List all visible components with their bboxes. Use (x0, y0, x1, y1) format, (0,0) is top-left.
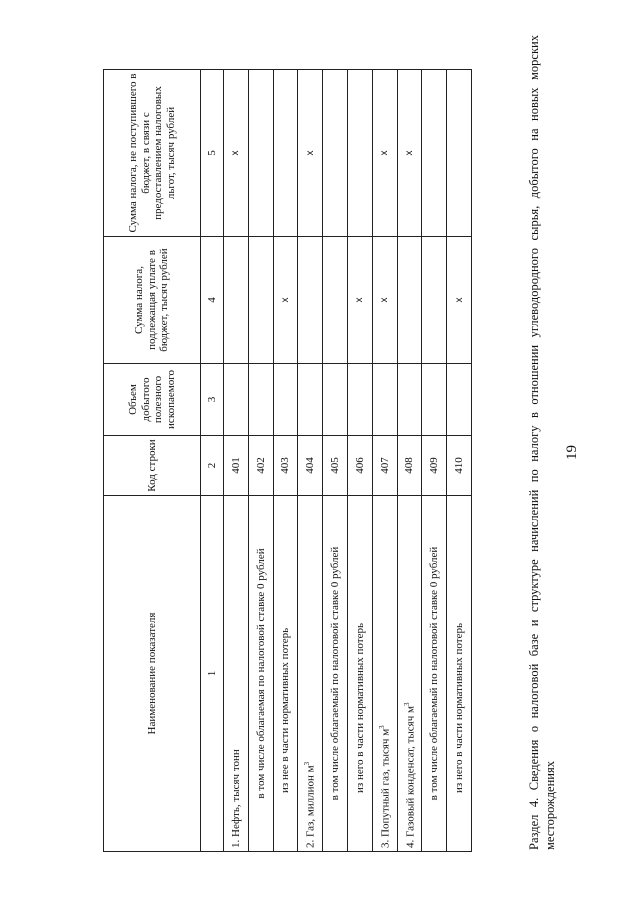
row-code: 404 (298, 436, 323, 496)
header-name: Наименование показателя (104, 496, 201, 852)
row-name: 2. Газ, миллион $м^3$ (298, 496, 323, 852)
row-volume (397, 364, 422, 436)
table-row (298, 70, 323, 852)
row-volume (323, 364, 348, 436)
row-volume (372, 364, 397, 436)
row-volume (248, 364, 273, 436)
row-tax-exempt (323, 70, 348, 237)
table-row (372, 70, 397, 852)
column-number: 1 (201, 496, 224, 852)
row-tax-exempt (347, 70, 372, 237)
row-tax-due: х (347, 237, 372, 364)
table-row (397, 70, 422, 852)
superscript: 3 (377, 725, 386, 729)
superscript: 3 (402, 702, 411, 706)
row-tax-exempt: х (372, 70, 397, 237)
page-number: 19 (564, 445, 580, 460)
row-tax-due (422, 237, 447, 364)
column-number: 2 (201, 436, 224, 496)
row-code: 403 (273, 436, 298, 496)
row-code: 410 (447, 436, 472, 496)
row-name: в том числе облагаемая по налоговой ставке 0 рублей (248, 496, 273, 852)
column-number: 5 (201, 70, 224, 237)
row-code: 407 (372, 436, 397, 496)
row-name: 4. Газовый конденсат, тысяч $м^3$ (397, 496, 422, 852)
section-title: Раздел 4. Сведения о налоговой базе и структуре начислений по налогу в отношении углеводородного сырья, добытого на новых морских месторождениях (527, 35, 557, 850)
table-row (422, 70, 447, 852)
row-tax-due (248, 237, 273, 364)
row-name: 1. Нефть, тысяч тонн (224, 496, 249, 852)
table-row (323, 70, 348, 852)
row-volume (447, 364, 472, 436)
row-tax-exempt (422, 70, 447, 237)
row-tax-exempt: х (298, 70, 323, 237)
header-code: Код строки (104, 436, 201, 496)
row-code: 409 (422, 436, 447, 496)
row-name: из него в части нормативных потерь (447, 496, 472, 852)
row-tax-due (323, 237, 348, 364)
row-name: 3. Попутный газ, тысяч $м^3$ (372, 496, 397, 852)
table-row (347, 70, 372, 852)
row-volume (224, 364, 249, 436)
row-tax-exempt (248, 70, 273, 237)
table-header-row (104, 70, 201, 852)
row-volume (298, 364, 323, 436)
row-volume (347, 364, 372, 436)
row-tax-due (224, 237, 249, 364)
column-number: 4 (201, 237, 224, 364)
row-tax-exempt: х (397, 70, 422, 237)
table-row (273, 70, 298, 852)
row-tax-exempt: х (224, 70, 249, 237)
table-row (447, 70, 472, 852)
row-tax-due: х (273, 237, 298, 364)
row-code: 402 (248, 436, 273, 496)
row-code: 401 (224, 436, 249, 496)
row-tax-due (298, 237, 323, 364)
row-code: 406 (347, 436, 372, 496)
row-volume (273, 364, 298, 436)
table-row (248, 70, 273, 852)
header-tax-due: Сумма налога, подлежащая уплате в бюджет, тысяч рублей (104, 237, 201, 364)
row-code: 408 (397, 436, 422, 496)
table-row (224, 70, 249, 852)
row-volume (422, 364, 447, 436)
row-tax-exempt (273, 70, 298, 237)
tax-base-table (103, 69, 472, 852)
header-tax-exempt: Сумма налога, не поступившего в бюджет, в связи с предоставлением налоговых льгот, тысяч рублей (104, 70, 201, 237)
row-tax-exempt (447, 70, 472, 237)
row-code: 405 (323, 436, 348, 496)
row-name: в том числе облагаемый по налоговой ставке 0 рублей (422, 496, 447, 852)
row-tax-due (397, 237, 422, 364)
header-volume: Объем добытого полезного ископаемого (104, 364, 201, 436)
column-numbers-row (201, 70, 224, 852)
row-tax-due: х (372, 237, 397, 364)
row-name: из него в части нормативных потерь (347, 496, 372, 852)
row-tax-due: х (447, 237, 472, 364)
row-name: в том числе облагаемый по налоговой ставке 0 рублей (323, 496, 348, 852)
row-name: из нее в части нормативных потерь (273, 496, 298, 852)
column-number: 3 (201, 364, 224, 436)
superscript: 3 (303, 761, 312, 766)
